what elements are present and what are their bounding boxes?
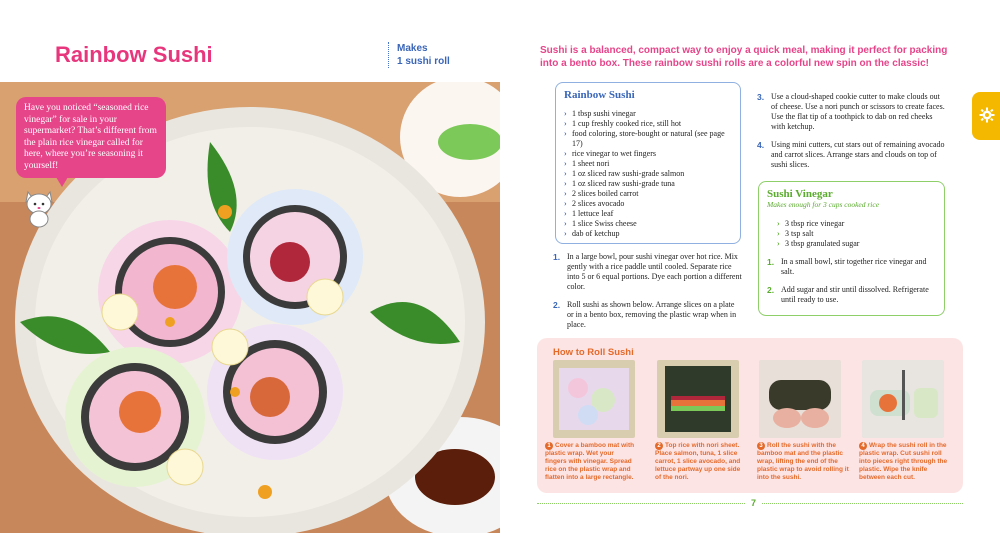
caption-text: Roll the sushi with the bamboo mat and the plastic wrap, lifting the end of the plastic wrap to avoid rolling it into the sushi. bbox=[757, 442, 849, 481]
step-text: Add sugar and stir until dissolved. Refrigerate until ready to use. bbox=[781, 285, 929, 304]
step-number: 1. bbox=[767, 257, 775, 267]
step-photo-4 bbox=[862, 360, 944, 438]
caption-text: Wrap the sushi roll in the plastic wrap. Cut sushi roll into pieces right through the plastic. Wipe the knife between each cut. bbox=[859, 442, 948, 481]
step-text: In a small bowl, stir together rice vinegar and salt. bbox=[781, 257, 927, 276]
step-number: 4. bbox=[757, 140, 765, 150]
step-number: 2. bbox=[767, 285, 775, 295]
step-number: 1. bbox=[553, 252, 561, 262]
vinegar-ingredients bbox=[767, 219, 936, 249]
how-to-title: How to Roll Sushi bbox=[553, 347, 634, 358]
method-step bbox=[757, 140, 947, 170]
step-caption-3 bbox=[757, 442, 849, 482]
ingredients-box bbox=[555, 82, 741, 244]
step-photo-3 bbox=[759, 360, 841, 438]
method-step bbox=[553, 252, 743, 292]
ingredient-item: › 1 sheet nori bbox=[564, 159, 732, 169]
steps-column-left bbox=[553, 252, 743, 338]
step-caption-2 bbox=[655, 442, 747, 482]
step-text: Roll sushi as shown below. Arrange slices on a plate or in a bento box, removing the plastic wrap when in place. bbox=[567, 300, 737, 329]
vinegar-step bbox=[767, 285, 936, 305]
ingredient-item: › 2 slices avocado bbox=[564, 199, 732, 209]
step-number: 3. bbox=[757, 92, 765, 102]
ingredient-item: › 1 lettuce leaf bbox=[564, 209, 732, 219]
caption-number: 4 bbox=[859, 442, 867, 450]
ingredient-item: › rice vinegar to wet fingers bbox=[564, 149, 732, 159]
ingredient-item: › 2 slices boiled carrot bbox=[564, 189, 732, 199]
step-photo-1 bbox=[553, 360, 635, 438]
vinegar-steps bbox=[767, 257, 936, 305]
tip-speech-bubble: Have you noticed “seasoned rice vinegar” for sale in your supermarket? That’s different from the plain rice vinegar called for here, where you’re seasoning it yourself! bbox=[16, 97, 166, 178]
step-text: Use a cloud-shaped cookie cutter to make clouds out of cheese. Use a nori punch or scissors to create faces. Use the flat tip of a toothpick to dab on red cheeks with ketchup. bbox=[771, 92, 945, 131]
vinegar-subtitle: Makes enough for 3 cups cooked rice bbox=[767, 200, 880, 209]
vinegar-ingredient: › 3 tsp salt bbox=[777, 229, 936, 239]
caption-number: 3 bbox=[757, 442, 765, 450]
recipe-title: Rainbow Sushi bbox=[55, 42, 213, 67]
step-number: 2. bbox=[553, 300, 561, 310]
caption-number: 2 bbox=[655, 442, 663, 450]
caption-text: Cover a bamboo mat with plastic wrap. Wet your fingers with vinegar. Spread rice on the plastic wrap and flatten into a large rectangle. bbox=[545, 442, 635, 481]
steps-column-right bbox=[757, 92, 947, 178]
ingredient-item: › food coloring, store-bought or natural (see page 17) bbox=[564, 129, 732, 149]
vinegar-title: Sushi Vinegar bbox=[767, 188, 833, 200]
ingredient-item: › 1 slice Swiss cheese bbox=[564, 219, 732, 229]
method-step bbox=[553, 300, 743, 330]
how-to-roll-panel bbox=[537, 338, 963, 493]
caption-number: 1 bbox=[545, 442, 553, 450]
vinegar-ingredient: › 3 tbsp granulated sugar bbox=[777, 239, 936, 249]
ingredient-item: › 1 oz sliced raw sushi-grade tuna bbox=[564, 179, 732, 189]
step-photo-2 bbox=[657, 360, 739, 438]
ingredient-item: › 1 cup freshly cooked rice, still hot bbox=[564, 119, 732, 129]
makes-value: 1 sushi roll bbox=[397, 56, 450, 67]
sushi-vinegar-box bbox=[758, 181, 945, 316]
method-step bbox=[757, 92, 947, 132]
cat-icon bbox=[22, 188, 56, 228]
ingredient-item: › 1 tbsp sushi vinegar bbox=[564, 109, 732, 119]
step-text: Using mini cutters, cut stars out of remaining avocado and carrot slices. Arrange stars and clouds on top of sushi slices. bbox=[771, 140, 945, 169]
caption-text: Top rice with nori sheet. Place salmon, tuna, 1 slice carrot, 1 slice avocado, and lettuce partway up one side of the nori. bbox=[655, 442, 741, 481]
ingredient-item: › 1 oz sliced raw sushi-grade salmon bbox=[564, 169, 732, 179]
ingredients-list bbox=[564, 109, 732, 239]
step-text: In a large bowl, pour sushi vinegar over hot rice. Mix gently with a rice paddle until cooled. Separate rice into 5 or 6 equal portions. Dye each portion a different color. bbox=[567, 252, 742, 291]
ingredient-item: › dab of ketchup bbox=[564, 229, 732, 239]
vinegar-step bbox=[767, 257, 936, 277]
makes-label: Makes bbox=[397, 43, 428, 54]
step-caption-4 bbox=[859, 442, 951, 482]
ingredients-title: Rainbow Sushi bbox=[564, 89, 635, 101]
yield-info bbox=[388, 42, 450, 68]
vinegar-ingredient: › 3 tbsp rice vinegar bbox=[777, 219, 936, 229]
page-number: 7 bbox=[745, 498, 762, 508]
gear-icon[interactable] bbox=[979, 107, 995, 123]
intro-text: Sushi is a balanced, compact way to enjoy a quick meal, making it perfect for packing into a bento box. These rainbow sushi rolls are a colorful new spin on the classic! bbox=[540, 45, 948, 69]
step-caption-1 bbox=[545, 442, 637, 482]
